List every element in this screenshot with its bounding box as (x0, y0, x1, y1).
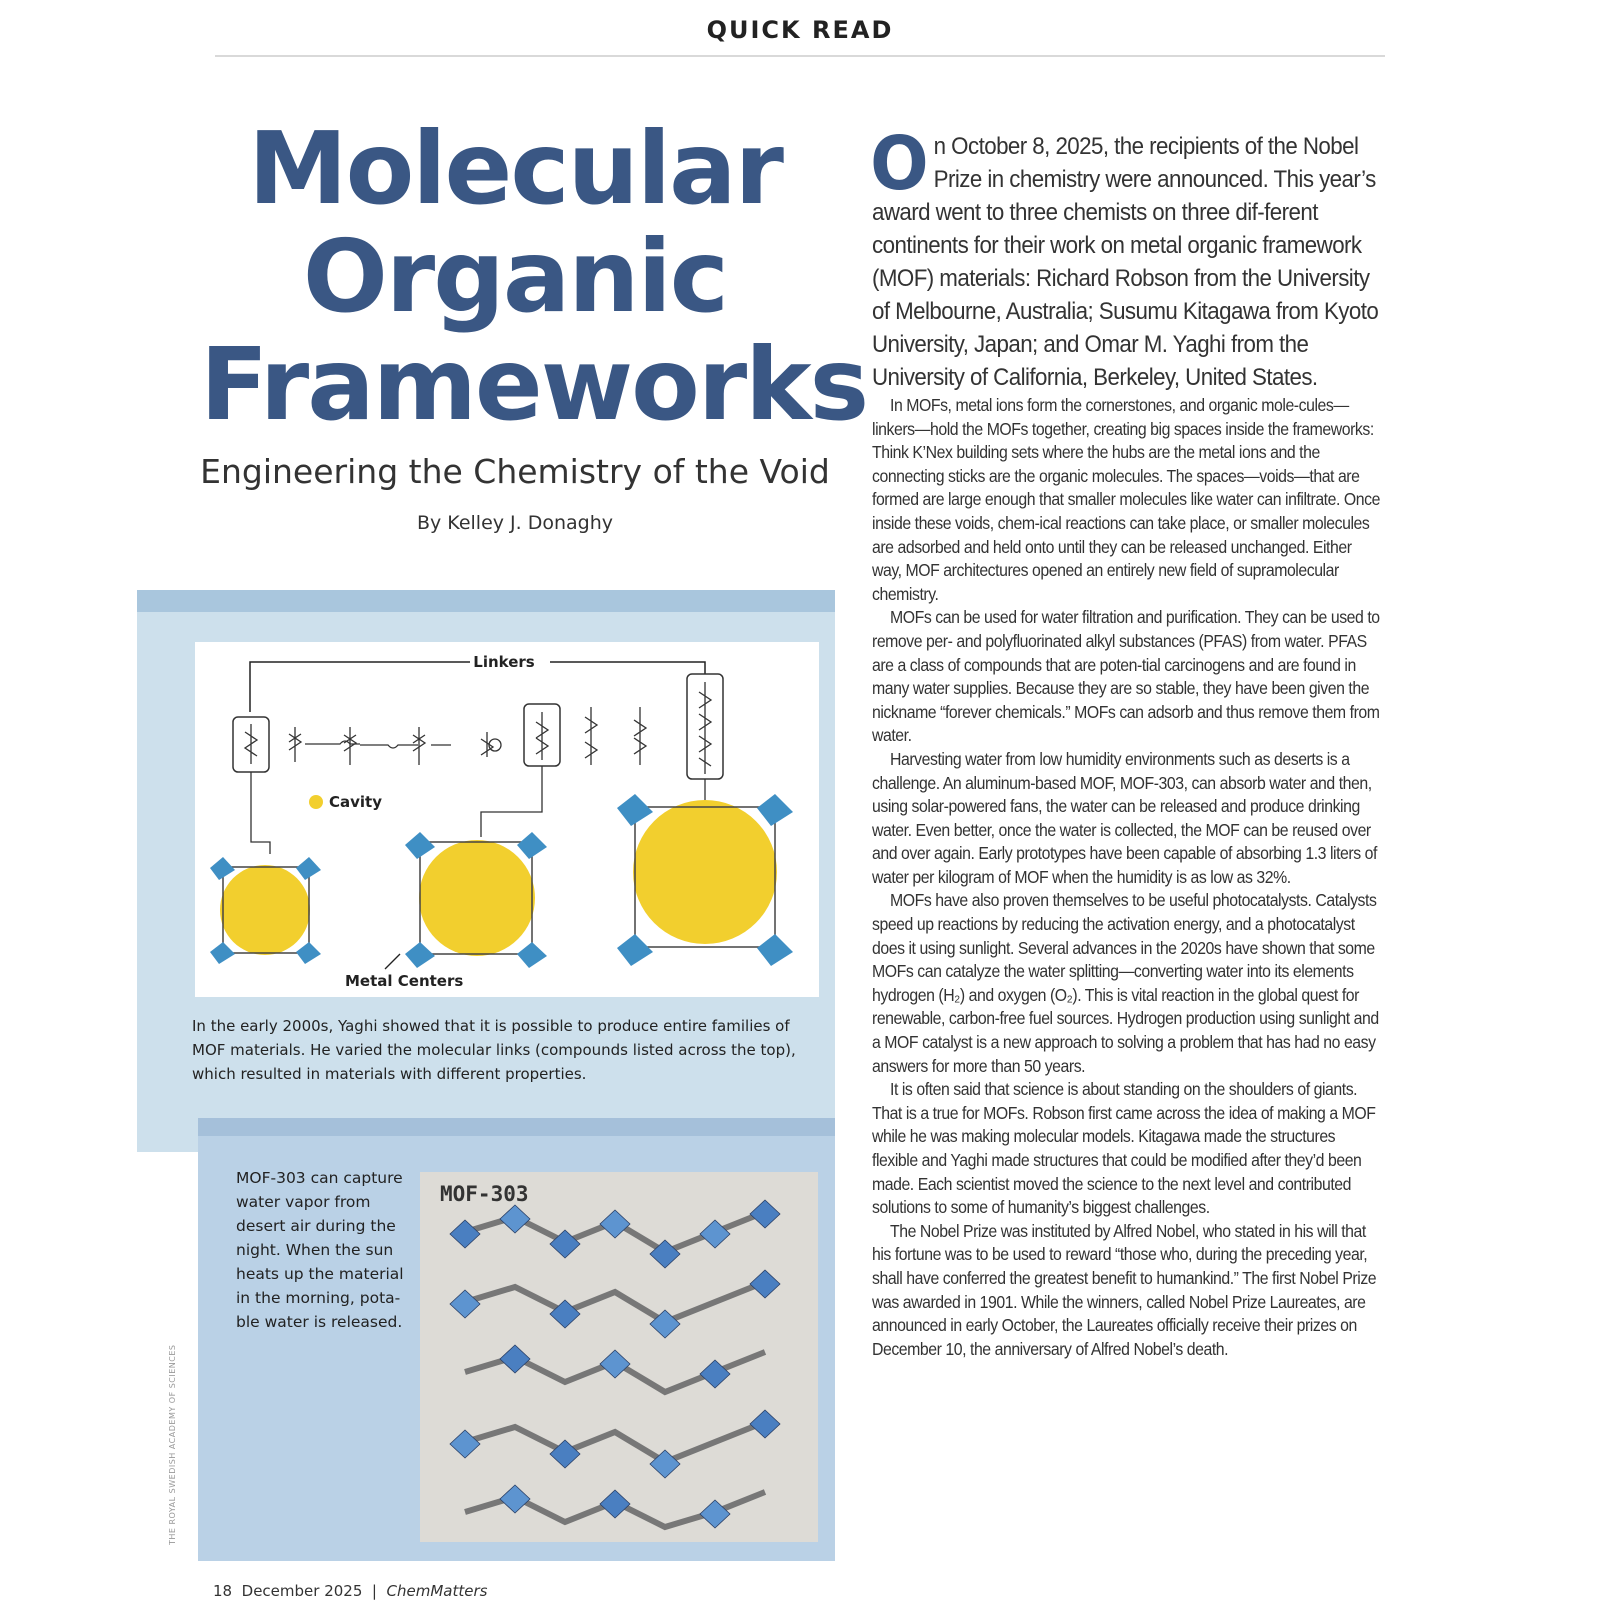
figure-mof303-panel (198, 1118, 835, 1561)
figure2-caption: MOF-303 can capture water vapor from desert air during the night. When the sun heats up the material in the morning, pota-ble water is released. (236, 1169, 404, 1331)
cavity-label: Cavity (329, 793, 382, 811)
page-number: 18 (213, 1582, 233, 1600)
body-paragraph: In MOFs, metal ions form the cornerstones, and organic mole-cules—linkers—hold the MOFs together, creating big spaces inside the frameworks: Think K’Nex building sets where the hubs are the metal ions and the connecting sticks are the organic molecules. The spaces—voids—that are formed are large enough that smaller molecules like water can infiltrate. Once inside these voids, chem-ical reactions can take place, or smaller molecules are adsorbed and held onto until they can be released unchanged. Either way, MOF architectures opened an entirely new field of supramolecular chemistry. (872, 395, 1380, 604)
body-paragraphs (872, 394, 1384, 1361)
mof-family-illustration (195, 642, 819, 997)
byline: By Kelley J. Donaghy (416, 512, 614, 534)
framework-small (210, 857, 321, 964)
cavity-legend-dot (309, 795, 323, 809)
photo-credit: THE ROYAL SWEDISH ACADEMY OF SCIENCES (168, 1344, 177, 1545)
mof303-structure (420, 1172, 818, 1542)
issue-date: December 2025 (241, 1582, 363, 1600)
mof-family-diagram (195, 642, 819, 997)
title-line: Organic (302, 218, 728, 335)
publication-name: ChemMatters (386, 1582, 488, 1600)
linkers-bracket-right (550, 662, 705, 674)
mof303-label: MOF-303 (440, 1182, 529, 1206)
footer-separator: | (371, 1582, 377, 1600)
page-footer (213, 1582, 487, 1600)
article-title (200, 110, 868, 443)
metal-centers-label: Metal Centers (345, 972, 464, 990)
body-paragraph: Harvesting water from low humidity environments such as deserts is a challenge. An aluminum-based MOF, MOF-303, can absorb water and then, using solar-powered fans, the water can be released and produce drinking water. Even better, once the water is collected, the MOF can be reused over and over again. Early prototypes have been capable of absorbing 1.3 liters of water per kilogram of MOF when the humidity is as low as 32%. (872, 748, 1377, 887)
framework-medium (405, 832, 547, 968)
drop-cap: O (870, 121, 929, 207)
title-line: Frameworks (200, 326, 868, 443)
lead-paragraph (870, 121, 1384, 394)
body-paragraph: MOFs have also proven themselves to be useful photocatalysts. Catalysts speed up reactions by reducing the activation energy, and a photocatalyst does it using sunlight. Several advances in the 2020s have shown that some MOFs can catalyze the water splitting—converting water into its elements hydrogen (H₂) and oxygen (O₂). This is vital reaction in the global quest for renewable, carbon-free fuel sources. Hydrogen production using sunlight and a MOF catalyst is a new approach to solving a problem that has had no easy answers for more than 50 years. (872, 890, 1379, 1076)
top-divider (215, 55, 1385, 57)
title-line: Molecular (248, 110, 782, 227)
body-paragraph: It is often said that science is about standing on the shoulders of giants. That is a true for MOFs. Robson first came across the idea of making a MOF while he was making molecular models. Kitagawa made the structures flexible and Yaghi made structures that could be modified after they’d been made. Each scientist moved the science to the next level and contributed solutions to some of humanity’s biggest challenges. (872, 1079, 1376, 1218)
section-label: QUICK READ (706, 16, 894, 44)
figure1-caption: In the early 2000s, Yaghi showed that it is possible to produce entire families of MOF materials. He varied the molecular links (compounds listed across the top), which resulted in materials with different properties. (192, 1017, 796, 1083)
body-paragraph: The Nobel Prize was instituted by Alfred Nobel, who stated in his will that his fortune was to be used to reward “those who, during the preceding year, shall have conferred the greatest benefit to humankind.” The first Nobel Prize was awarded in 1901. While the winners, called Nobel Prize Laureates, are announced in early October, the Laureates officially receive their prizes on December 10, the anniversary of Alfred Nobel’s death. (872, 1220, 1377, 1359)
mof303-chain (450, 1200, 780, 1528)
body-paragraph: MOFs can be used for water filtration and purification. They can be used to remove per- and polyfluorinated alkyl substances (PFAS) from water. PFAS are a class of compounds that are poten-tial carcinogens and are found in many water supplies. Because they are so stable, they have been given the nickname “forever chemicals.” MOFs can adsorb and thus remove them from water. (872, 607, 1380, 746)
linker-molecules (245, 682, 711, 774)
framework-large (617, 794, 793, 966)
figure-linkers-panel (137, 590, 835, 1152)
linkers-label: Linkers (473, 653, 535, 671)
mof303-illustration (420, 1172, 818, 1542)
article-body (870, 121, 1384, 1361)
lead-text: n October 8, 2025, the recipients of the Nobel Prize in chemistry were announced. This year’s award went to three chemists on three dif-ferent continents for their work on metal organic framework (MOF) materials: Richard Robson from the University of Melbourne, Australia; Susumu Kitagawa from Kyoto University, Japan; and Omar M. Yaghi from the University of California, Berkeley, United States. (872, 133, 1379, 391)
article-subtitle: Engineering the Chemistry of the Void (200, 452, 830, 491)
linkers-bracket-left (250, 662, 470, 712)
